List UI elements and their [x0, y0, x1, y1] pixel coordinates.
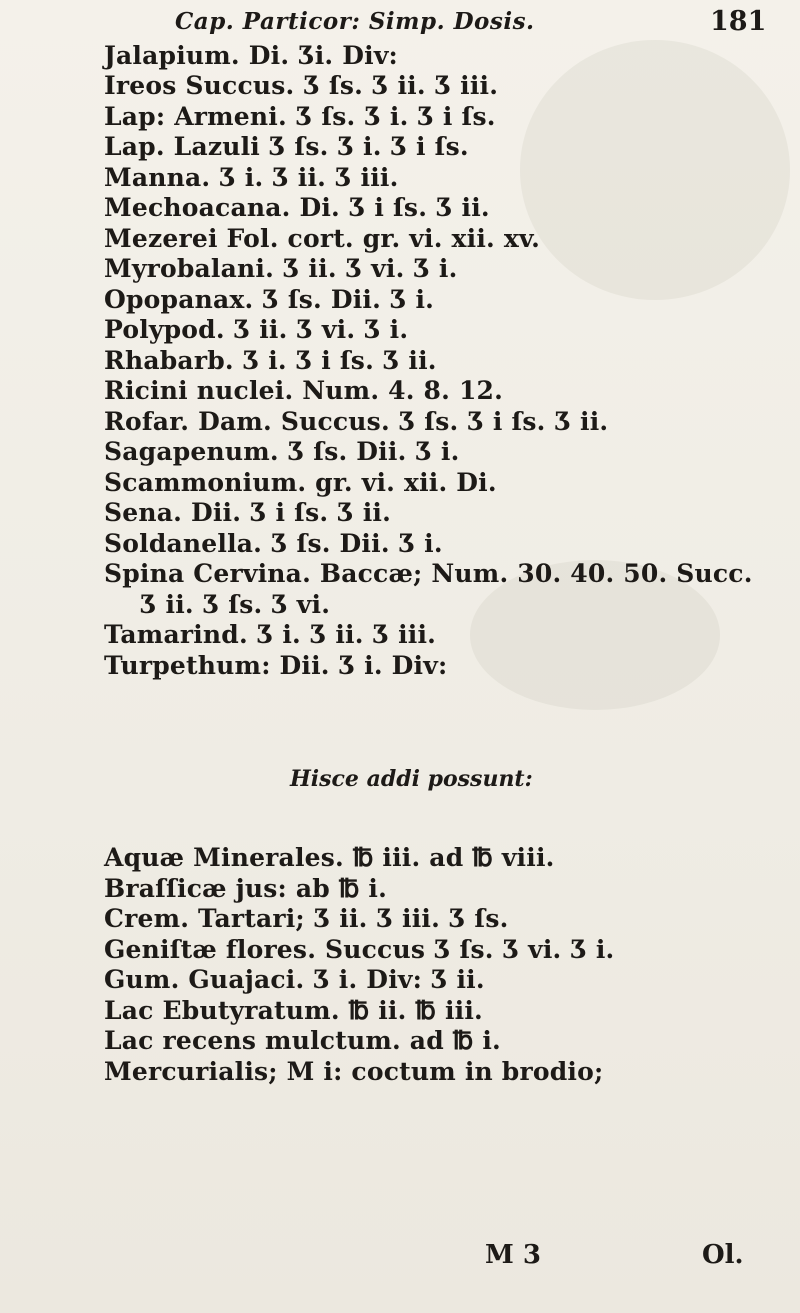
- page-number: 181: [710, 6, 767, 37]
- entry-line: Sagapenum. Ʒ ſs. Dii. Ʒ i.: [104, 437, 460, 466]
- entry-line: Myrobalani. Ʒ ii. Ʒ vi. Ʒ i.: [104, 254, 458, 283]
- entry-line: Lap: Armeni. Ʒ ſs. Ʒ i. Ʒ i ſs.: [104, 102, 496, 131]
- running-title: Cap. Particor: Simp. Dosis.: [175, 8, 535, 35]
- entry-line: Jalapium. Di. Ʒi. Div:: [104, 41, 398, 70]
- entry-line: Polypod. Ʒ ii. Ʒ vi. Ʒ i.: [104, 315, 409, 344]
- entry-line: Lac recens mulctum. ad ℔ i.: [104, 1026, 501, 1055]
- signature-mark: M 3: [485, 1240, 541, 1270]
- entry-line: Crem. Tartari; Ʒ ii. Ʒ iii. Ʒ ſs.: [104, 904, 509, 933]
- entry-line: Mezerei Fol. cort. gr. vi. xii. xv.: [104, 224, 541, 253]
- entry-line: Manna. Ʒ i. Ʒ ii. Ʒ iii.: [104, 163, 399, 192]
- catchword: Ol.: [702, 1240, 744, 1270]
- entry-line: Tamarind. Ʒ i. Ʒ ii. Ʒ iii.: [104, 620, 437, 649]
- entry-line-continuation: Ʒ ii. Ʒ ſs. Ʒ vi.: [140, 590, 331, 619]
- entry-line: Ireos Succus. Ʒ ſs. Ʒ ii. Ʒ iii.: [104, 71, 499, 100]
- page-header: [0, 2, 800, 42]
- entry-line: Soldanella. Ʒ ſs. Dii. Ʒ i.: [104, 529, 443, 558]
- entry-line: Rofar. Dam. Succus. Ʒ ſs. Ʒ i ſs. Ʒ ii.: [104, 407, 609, 436]
- entry-line: Braſſicæ jus: ab ℔ i.: [104, 874, 387, 903]
- entry-line: Mechoacana. Di. Ʒ i ſs. Ʒ ii.: [104, 193, 490, 222]
- show-through-stain: [520, 40, 790, 300]
- entry-line: Geniſtæ flores. Succus Ʒ ſs. Ʒ vi. Ʒ i.: [104, 935, 615, 964]
- entry-line: Scammonium. gr. vi. xii. Di.: [104, 468, 497, 497]
- entry-line: Gum. Guajaci. Ʒ i. Div: Ʒ ii.: [104, 965, 485, 994]
- entry-line: Rhabarb. Ʒ i. Ʒ i ſs. Ʒ ii.: [104, 346, 437, 375]
- entry-line: Sena. Dii. Ʒ i ſs. Ʒ ii.: [104, 498, 392, 527]
- entry-line: Lac Ebutyratum. ℔ ii. ℔ iii.: [104, 996, 483, 1025]
- entry-line: Opopanax. Ʒ ſs. Dii. Ʒ i.: [104, 285, 435, 314]
- entry-line: Ricini nuclei. Num. 4. 8. 12.: [104, 376, 504, 405]
- entry-line: Mercurialis; M i: coctum in brodio;: [104, 1057, 604, 1086]
- page-footer: [0, 1240, 800, 1280]
- entry-line: Spina Cervina. Baccæ; Num. 30. 40. 50. Succ.: [104, 559, 753, 588]
- entry-line: Lap. Lazuli Ʒ ſs. Ʒ i. Ʒ i ſs.: [104, 132, 469, 161]
- entry-line: Turpethum: Dii. Ʒ i. Div:: [104, 651, 448, 680]
- entry-line: Aquæ Minerales. ℔ iii. ad ℔ viii.: [104, 843, 555, 872]
- section-heading: Hisce addi possunt:: [290, 766, 533, 792]
